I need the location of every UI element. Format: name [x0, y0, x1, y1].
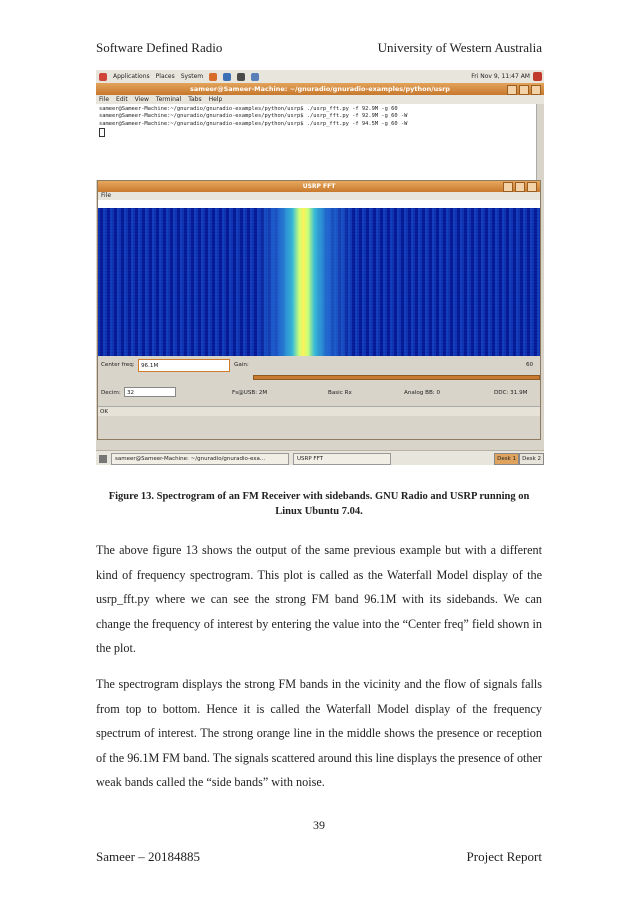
- gain-value: 60: [526, 362, 534, 368]
- menu-terminal[interactable]: Terminal: [155, 96, 182, 103]
- app-launcher-icon[interactable]: [251, 73, 259, 81]
- workspace-2[interactable]: Desk 2: [519, 453, 544, 465]
- menu-view[interactable]: View: [134, 96, 149, 103]
- terminal-title: sameer@Sameer-Machine: ~/gnuradio/gnuradio-examples/python/usrp: [190, 85, 450, 93]
- terminal-line: sameer@Sameer-Machine:~/gnuradio/gnuradio-examples/python/usrp$ ./usrp_fft.py -f 92.9M -g 60: [99, 106, 398, 112]
- menu-edit[interactable]: Edit: [116, 96, 128, 103]
- screenshot-figure: [96, 70, 544, 465]
- menu-tabs[interactable]: Tabs: [188, 96, 202, 103]
- fs-usb-readout: Fs@USB: 2M: [232, 390, 268, 396]
- paragraph-1: The above figure 13 shows the output of the same previous example but with a different kind of frequency spectrogram. This plot is called as the Waterfall Model display of the usrp_fft.py where we can see the strong FM band 96.1M with its sidebands. We can change the frequency of interest by entering the value into the “Center freq” field shown in the plot.: [96, 543, 542, 656]
- places-menu[interactable]: Places: [155, 73, 175, 80]
- ok-button[interactable]: OK: [98, 406, 540, 416]
- system-menu[interactable]: System: [180, 73, 204, 80]
- workspace-1[interactable]: Desk 1: [494, 453, 519, 465]
- bottom-taskbar: [96, 450, 544, 465]
- page-number: 39: [313, 818, 325, 832]
- fft-title: USRP FFT: [302, 183, 336, 190]
- menu-file[interactable]: File: [99, 96, 110, 103]
- fft-maximize-icon[interactable]: [515, 182, 525, 192]
- paragraph-2: The spectrogram displays the strong FM bands in the vicinity and the flow of signals falls from top to bottom. Hence it is called the Waterfall Model display of the frequency spectrum of interest. The strong orange line in the middle shows the presence or reception of the 96.1M FM band. The signals scattered around this line displays the presence of other weak bands called the “side bands” with noise.: [96, 677, 542, 790]
- fft-menu-file[interactable]: File: [98, 192, 540, 200]
- minimize-icon[interactable]: [507, 85, 517, 95]
- terminal-menubar: [96, 95, 544, 104]
- menu-help[interactable]: Help: [208, 96, 223, 103]
- browser-icon[interactable]: [209, 73, 217, 81]
- shutdown-icon[interactable]: [533, 72, 542, 81]
- center-freq-label: Center freq:: [101, 362, 135, 368]
- fft-controls: [98, 356, 540, 426]
- header-left: Software Defined Radio: [96, 40, 223, 55]
- footer-right: Project Report: [466, 849, 542, 864]
- ddc-readout: DDC: 31.9M: [494, 390, 528, 396]
- task-usrp-fft[interactable]: USRP FFT: [293, 453, 391, 465]
- fft-titlebar: [98, 181, 540, 192]
- terminal-line: sameer@Sameer-Machine:~/gnuradio/gnuradio-examples/python/usrp$ ./usrp_fft.py -f 92.9M -g 60 -W: [99, 113, 408, 120]
- footer-left: Sameer – 20184885: [96, 849, 200, 864]
- center-freq-input[interactable]: 96.1M: [138, 359, 230, 372]
- desktop-top-panel: [96, 70, 544, 84]
- clock[interactable]: Fri Nov 9, 11:47 AM: [471, 73, 530, 80]
- ubuntu-logo-icon: [99, 73, 107, 81]
- mail-icon[interactable]: [223, 73, 231, 81]
- terminal-line: sameer@Sameer-Machine:~/gnuradio/gnuradio-examples/python/usrp$ ./usrp_fft.py -f 94.5M -g 60 -W: [99, 120, 408, 127]
- analog-bb-readout: Analog BB: 0: [404, 390, 441, 396]
- fft-close-icon[interactable]: [527, 182, 537, 192]
- gain-label: Gain:: [234, 362, 249, 368]
- terminal-output[interactable]: [96, 104, 536, 180]
- terminal-launcher-icon[interactable]: [237, 73, 245, 81]
- show-desktop-icon[interactable]: [99, 455, 107, 463]
- applications-menu[interactable]: Applications: [113, 73, 150, 80]
- decim-input[interactable]: 32: [124, 387, 176, 397]
- header-right: University of Western Australia: [377, 40, 542, 55]
- figure-caption: Figure 13. Spectrogram of an FM Receiver with sidebands. GNU Radio and USRP running on Linux Ubuntu 7.04.: [108, 491, 530, 517]
- terminal-cursor: [99, 128, 105, 137]
- terminal-titlebar: [96, 83, 544, 95]
- fft-minimize-icon[interactable]: [503, 182, 513, 192]
- usrp-fft-window: [97, 180, 541, 440]
- basic-rx-readout: Basic Rx: [328, 390, 352, 396]
- gain-slider[interactable]: [253, 375, 540, 380]
- decim-label: Decim:: [101, 390, 121, 396]
- close-icon[interactable]: [531, 85, 541, 95]
- task-terminal[interactable]: sameer@Sameer-Machine: ~/gnuradio/gnuradio-exa...: [111, 453, 289, 465]
- maximize-icon[interactable]: [519, 85, 529, 95]
- terminal-scrollbar[interactable]: [536, 104, 544, 180]
- waterfall-spectrogram: [98, 208, 540, 356]
